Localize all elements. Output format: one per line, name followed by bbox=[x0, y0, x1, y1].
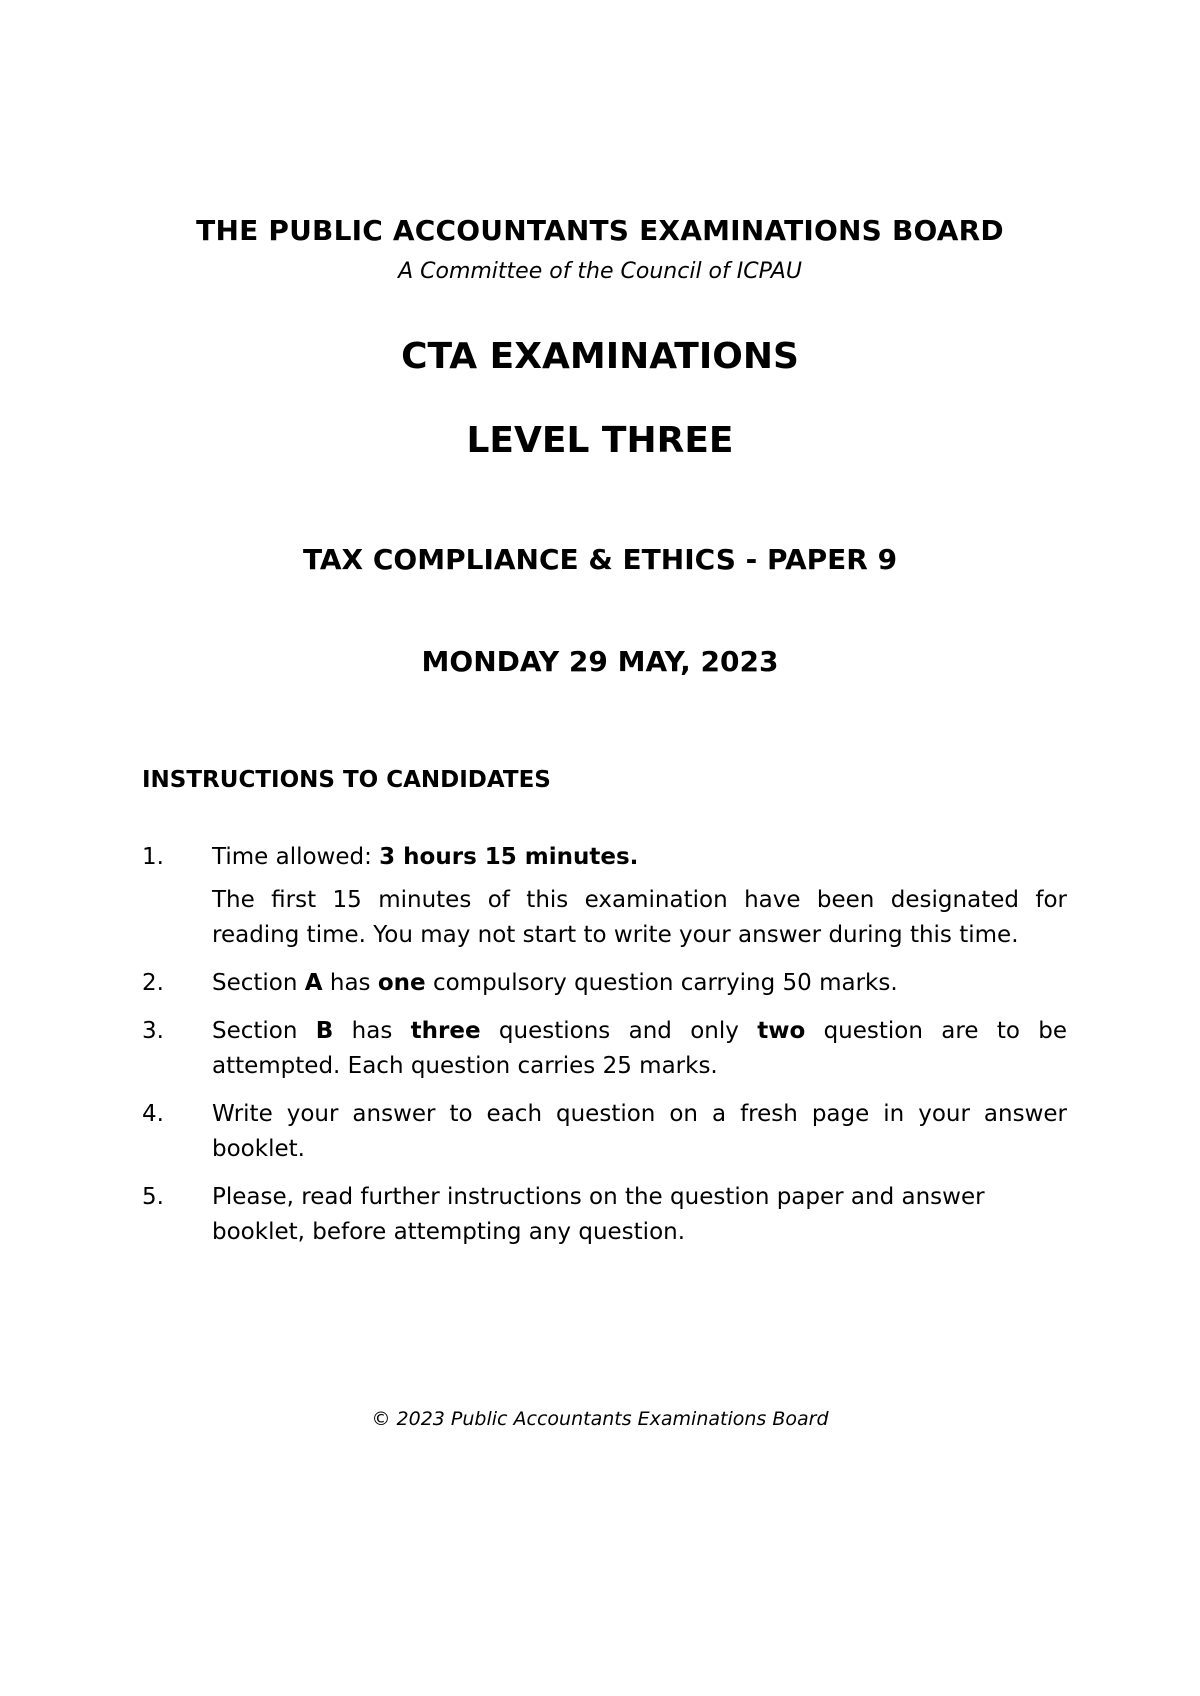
level-title: LEVEL THREE bbox=[466, 420, 734, 461]
instruction-item bbox=[142, 1097, 1067, 1167]
instruction-item bbox=[142, 1014, 1067, 1084]
instruction-item bbox=[142, 966, 1067, 1001]
time-allowed-value: 3 hours 15 minutes. bbox=[379, 844, 639, 870]
instruction-item bbox=[142, 840, 1067, 953]
instruction-note: The first 15 minutes of this examination have been designated for reading time. You may not start to write your answer during this time. bbox=[212, 887, 1067, 948]
exam-date: MONDAY 29 MAY, 2023 bbox=[421, 645, 779, 678]
instruction-number: 3. bbox=[142, 1018, 164, 1044]
instruction-text: Time allowed: 3 hours 15 minutes. bbox=[212, 844, 639, 870]
instructions-heading: INSTRUCTIONS TO CANDIDATES bbox=[142, 767, 551, 793]
copyright-notice: © 2023 Public Accountants Examinations Board bbox=[371, 1408, 829, 1430]
instruction-text: Section B has three questions and only two question are to be attempted. Each question carries 25 marks. bbox=[212, 1018, 1067, 1079]
instruction-item bbox=[142, 1180, 1067, 1250]
instruction-number: 1. bbox=[142, 844, 164, 870]
board-subtitle: A Committee of the Council of ICPAU bbox=[398, 259, 802, 284]
board-title: THE PUBLIC ACCOUNTANTS EXAMINATIONS BOARD bbox=[196, 214, 1004, 247]
instruction-number: 2. bbox=[142, 970, 164, 996]
instructions-list bbox=[142, 840, 1067, 1263]
instruction-text: Write your answer to each question on a fresh page in your answer booklet. bbox=[212, 1101, 1067, 1162]
instruction-text: Section A has one compulsory question carrying 50 marks. bbox=[212, 970, 898, 996]
paper-title: TAX COMPLIANCE & ETHICS - PAPER 9 bbox=[302, 543, 898, 576]
instruction-number: 5. bbox=[142, 1184, 164, 1210]
exam-title: CTA EXAMINATIONS bbox=[401, 336, 799, 377]
instruction-number: 4. bbox=[142, 1101, 164, 1127]
instruction-text: Please, read further instructions on the question paper and answer booklet, before attempting any question. bbox=[212, 1184, 985, 1245]
